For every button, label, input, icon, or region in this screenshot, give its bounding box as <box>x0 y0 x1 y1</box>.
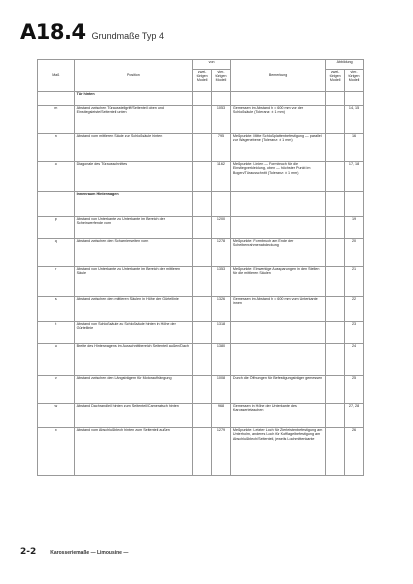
table-header-row-1 <box>38 60 364 70</box>
cell-mass: x <box>38 428 75 476</box>
cell-bemerkung <box>230 344 325 376</box>
section-code: A18.4 <box>20 20 86 44</box>
section-row <box>38 192 364 217</box>
table-row <box>38 297 364 322</box>
cell-mass: v <box>38 376 75 404</box>
cell-bemerkung: Meßpunkte: Formbruch am Ende der Scheibenrahmenabdeckung <box>230 239 325 267</box>
table-row <box>38 376 364 404</box>
table-body <box>38 92 364 476</box>
cell-mass: p <box>38 217 75 239</box>
cell-abb-vier <box>345 92 364 106</box>
cell-vier <box>212 92 231 106</box>
cell-position: Abstand zwischen den mittleren Säulen in Höhe der Gürtellinie <box>74 297 193 322</box>
cell-abb-vier: 14, 15 <box>345 106 364 134</box>
cell-position: Abstand von Schloßsäule zu Schloßsäule hinten in Höhe der Gürtellinie <box>74 322 193 344</box>
cell-abb-vier: 19 <box>345 217 364 239</box>
table-row <box>38 162 364 192</box>
cell-zwei <box>193 134 212 162</box>
cell-position: Abstand zwischen Türausstellgriff/Seitenteil oben und Einstiegsleiste/Seitenteil unten <box>74 106 193 134</box>
table-row <box>38 404 364 428</box>
table-row <box>38 267 364 297</box>
col-header-vier: vier-türigen Modell <box>212 70 231 92</box>
table-row <box>38 344 364 376</box>
cell-position: Abstand vom Abschlußblech hinten zum Seitenteil außen <box>74 428 193 476</box>
cell-abb-zwei <box>326 92 345 106</box>
cell-bemerkung <box>230 192 325 217</box>
cell-abb-zwei <box>326 428 345 476</box>
cell-bemerkung: Durch die Öffnungen für Befestigungsträger gemessen <box>230 376 325 404</box>
cell-abb-vier <box>345 192 364 217</box>
cell-bemerkung <box>230 322 325 344</box>
cell-vier: 1380 <box>212 344 231 376</box>
col-header-abb-zwei: zwei-türigen Modell <box>326 70 345 92</box>
cell-mass: o <box>38 162 75 192</box>
cell-mass: s <box>38 297 75 322</box>
cell-abb-vier: 17, 18 <box>345 162 364 192</box>
cell-abb-vier: 21 <box>345 267 364 297</box>
cell-mass: m <box>38 106 75 134</box>
cell-mass: u <box>38 344 75 376</box>
section-row <box>38 92 364 106</box>
col-header-abb-vier: vier-türigen Modell <box>345 70 364 92</box>
cell-abb-zwei <box>326 217 345 239</box>
cell-zwei <box>193 376 212 404</box>
table-row <box>38 217 364 239</box>
cell-vier: 1353 <box>212 267 231 297</box>
cell-abb-zwei <box>326 404 345 428</box>
cell-abb-zwei <box>326 267 345 297</box>
cell-abb-zwei <box>326 192 345 217</box>
col-header-position: Position <box>74 60 193 92</box>
page-footer <box>20 547 128 557</box>
cell-abb-vier: 20 <box>345 239 364 267</box>
cell-position: Abstand vom mittleren Säule zur Schloßsäule hinten <box>74 134 193 162</box>
cell-vier: 1318 <box>212 322 231 344</box>
cell-abb-vier: 23 <box>345 322 364 344</box>
cell-zwei <box>193 217 212 239</box>
col-header-bemerkung: Bemerkung <box>230 60 325 92</box>
cell-vier: 1200 <box>212 217 231 239</box>
table-row <box>38 428 364 476</box>
cell-abb-zwei <box>326 297 345 322</box>
cell-bemerkung <box>230 217 325 239</box>
cell-position: Abstand zwischen den Längsträgern für Motoraufhängung <box>74 376 193 404</box>
cell-mass <box>38 92 75 106</box>
footer-text: Karosseriemaße — Limousine — <box>50 550 129 556</box>
cell-zwei <box>193 162 212 192</box>
cell-abb-zwei <box>326 162 345 192</box>
cell-bemerkung: Gemessen in Höhe der Unterkante des Karosserietaschen <box>230 404 325 428</box>
cell-vier: 1008 <box>212 376 231 404</box>
cell-zwei <box>193 428 212 476</box>
cell-mass: w <box>38 404 75 428</box>
cell-mass: r <box>38 267 75 297</box>
cell-abb-zwei <box>326 376 345 404</box>
cell-position: Diagonale des Türausschnittes <box>74 162 193 192</box>
dimensions-table <box>37 59 364 476</box>
col-header-abbildung: Abbildung <box>326 60 364 70</box>
col-header-zwei: zwei-türigen Modell <box>193 70 212 92</box>
cell-abb-vier: 25 <box>345 376 364 404</box>
cell-zwei <box>193 239 212 267</box>
cell-zwei <box>193 92 212 106</box>
cell-bemerkung <box>230 92 325 106</box>
cell-zwei <box>193 106 212 134</box>
cell-zwei <box>193 192 212 217</box>
cell-vier: 1053 <box>212 106 231 134</box>
page-title: Grundmaße Typ 4 <box>91 31 164 41</box>
section-title: Tür hinten <box>74 92 193 106</box>
cell-zwei <box>193 322 212 344</box>
cell-position: Abstand Dachrandleil hinten zum Seitenteil/Cameratsch hinten <box>74 404 193 428</box>
cell-bemerkung: Meßpunkte: Mitte Schloßplattenbefestigung — parallel zur Wagenebene (Toleranz: ± 1 mm) <box>230 134 325 162</box>
cell-abb-zwei <box>326 239 345 267</box>
cell-bemerkung: Meßpunkte: Linien — Formbruch für die Einstiegverkleidung, oben — höchster Punkt im Bogen/Türausschnitt (Toleranz: ± 1 mm) <box>230 162 325 192</box>
cell-bemerkung: Gemessen im Abstand h = 600 mm vom Unterkante innen <box>230 297 325 322</box>
page-number: 2-2 <box>20 547 37 557</box>
cell-zwei <box>193 297 212 322</box>
cell-position: Abstand von Unterkante zu Unterkante im Bereich der mittleren Säule <box>74 267 193 297</box>
cell-vier <box>212 192 231 217</box>
cell-vier: 1326 <box>212 297 231 322</box>
cell-bemerkung: Meßpunkte: Einwerkige Aussparungen in den Stellen für die mittleren Säulen <box>230 267 325 297</box>
cell-mass: t <box>38 322 75 344</box>
cell-zwei <box>193 344 212 376</box>
cell-mass: n <box>38 134 75 162</box>
table-row <box>38 134 364 162</box>
cell-abb-vier: 24 <box>345 344 364 376</box>
table-row <box>38 239 364 267</box>
cell-zwei <box>193 267 212 297</box>
cell-bemerkung: Gemessen im Abstand h = 600 mm vor der Schloßsäule (Toleranz: ± 1 mm) <box>230 106 325 134</box>
table-row <box>38 322 364 344</box>
cell-abb-vier: 26 <box>345 428 364 476</box>
cell-bemerkung: Meßpunkte: Letzter Loch für Zierleistenbefestigung am Unterholm, anderes Loch für Kofflagelbefestigung am Abschlußblech/Seitenteil, jeweils Lochmittenkante <box>230 428 325 476</box>
cell-vier: 1278 <box>212 239 231 267</box>
cell-mass <box>38 192 75 217</box>
col-header-von: von <box>193 60 231 70</box>
table-row <box>38 106 364 134</box>
cell-position: Abstand von Unterkante zu Unterkante im Bereich der Scheinwerfende vorn <box>74 217 193 239</box>
cell-position: Breite des Hinterwagens im Ausschnittbereich Seitenteil außen/Dach <box>74 344 193 376</box>
cell-abb-vier: 16 <box>345 134 364 162</box>
cell-mass: q <box>38 239 75 267</box>
cell-abb-vier: 22 <box>345 297 364 322</box>
cell-abb-vier: 27, 28 <box>345 404 364 428</box>
cell-abb-zwei <box>326 134 345 162</box>
cell-abb-zwei <box>326 344 345 376</box>
section-title: Innenraum Hinterwagen <box>74 192 193 217</box>
cell-vier: 795 <box>212 134 231 162</box>
cell-zwei <box>193 404 212 428</box>
cell-abb-zwei <box>326 106 345 134</box>
page-header <box>20 20 164 44</box>
cell-abb-zwei <box>326 322 345 344</box>
cell-vier: 1279 <box>212 428 231 476</box>
cell-vier: 1162 <box>212 162 231 192</box>
col-header-mass: Maß <box>38 60 75 92</box>
cell-position: Abstand zwischen den Scharnierseiten vorn <box>74 239 193 267</box>
cell-vier: 968 <box>212 404 231 428</box>
